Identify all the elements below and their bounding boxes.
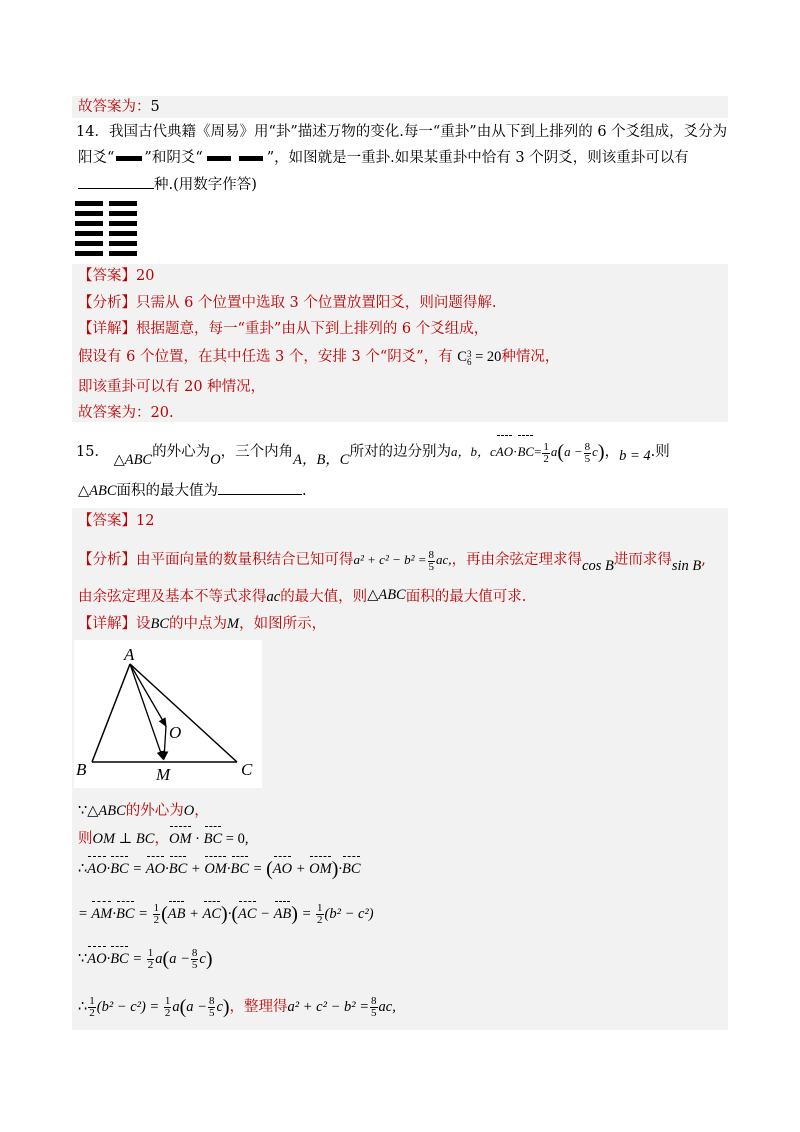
because: ∵ <box>78 950 88 967</box>
a14-combination <box>457 349 501 365</box>
q14-line1 <box>76 122 727 142</box>
var-c: c <box>592 444 598 459</box>
q14-text1: 我国古代典籍《周易》用“卦”描述万物的变化.每一“重卦”由从下到上排列的 6 个爻组成，爻分为 <box>108 124 728 140</box>
frac-num: 1 <box>153 902 160 914</box>
var-c: c <box>216 998 223 1015</box>
vec: AC <box>238 905 257 922</box>
a14-detail2b: 种情况， <box>501 349 560 365</box>
a15-detail-tag: 【详解】 <box>78 616 136 632</box>
a15-analysis6: 面积的最大值可求. <box>405 589 527 605</box>
yin-symbol-left <box>207 156 231 161</box>
var-a: a <box>155 950 163 967</box>
a15-detail1 <box>78 614 326 634</box>
a15-analysis-formula <box>353 548 452 573</box>
frac-85 <box>584 442 592 465</box>
frac-num: 8 <box>371 995 377 1007</box>
q15-end: . <box>302 483 307 499</box>
frac-half <box>316 903 324 926</box>
yin-symbol-right <box>239 156 263 161</box>
a15-detail1c: ，如图所示， <box>239 616 327 632</box>
frac-num: 8 <box>428 548 435 561</box>
frac-num: 8 <box>191 947 198 959</box>
vec: BC <box>110 861 129 877</box>
frac-num: 1 <box>543 440 549 453</box>
vec: AB <box>167 905 186 922</box>
a14-detail2 <box>78 347 559 367</box>
frac-num: 8 <box>584 440 591 453</box>
step1-because: ∵ <box>78 803 88 819</box>
step2-pre: 则 <box>78 831 93 847</box>
q14-line2 <box>78 148 689 168</box>
frac-half <box>164 996 172 1019</box>
var-a: a <box>172 998 180 1015</box>
dot: · <box>513 444 518 459</box>
side-AB <box>92 664 130 762</box>
a15-detail1a: 设 <box>136 616 151 632</box>
a14-analysis-tag: 【分析】 <box>78 295 136 311</box>
q15-text5: 面积的最大值为 <box>116 483 219 499</box>
a15-analysis2: ，再由余弦定理求得 <box>451 552 583 568</box>
frac-half <box>88 996 96 1019</box>
a15-analysis1-text: 由平面向量的数量积结合已知可得 <box>136 552 354 568</box>
dot: · <box>195 831 200 847</box>
frac-num: 1 <box>164 995 171 1007</box>
a15-answer-tag: 【答案】 <box>78 513 136 529</box>
vec: BC <box>230 861 250 877</box>
hexagram-line <box>109 251 137 256</box>
vec: AM <box>91 905 113 922</box>
intro-answer-line <box>78 97 160 117</box>
vec-BC: BC <box>517 438 534 466</box>
frac-half <box>153 903 161 926</box>
frac-den: 2 <box>89 1007 95 1019</box>
vec-OM: OM <box>168 831 192 847</box>
vec-AO: AO <box>496 438 513 466</box>
hexagram-line <box>75 211 103 216</box>
comb-C: C <box>457 349 467 365</box>
vec-BC: BC <box>203 831 223 847</box>
a14-detail-tag: 【详解】 <box>78 321 136 337</box>
step6-mid: ，整理得 <box>229 998 288 1015</box>
step6-tail: ac, <box>378 998 396 1015</box>
vec: BC <box>168 861 188 877</box>
a15-step6: ∴ $\frac{1}{2}$ (b² − c²) = $\frac{1}{2}$ a(a − $\frac{8}{5}$ c)，整理得a² + c² − b² = $\frac{8}{5}$ ac, <box>78 995 396 1019</box>
yang-symbol <box>116 156 142 161</box>
a15-answer <box>78 511 154 531</box>
q15-text3: 所对的边分别为 <box>349 444 451 460</box>
frac-half <box>147 948 155 971</box>
hexagram-line <box>75 241 103 246</box>
label-A: A <box>124 645 135 664</box>
therefore: ∴ <box>78 998 88 1015</box>
frac-num: 1 <box>89 995 95 1007</box>
formula-tail: ac, <box>436 552 452 567</box>
a14-answer-value: 20 <box>136 268 155 284</box>
q15-tri2: △ABC <box>78 483 117 499</box>
frac-den: 2 <box>317 914 323 926</box>
frac-85 <box>370 996 378 1019</box>
a14-detail3-text: 即该重卦可以有 20 种情况， <box>78 379 266 395</box>
answer14-shade <box>72 264 728 422</box>
triangle-figure <box>74 640 262 788</box>
hexagram-line <box>75 251 103 256</box>
vec: AO <box>87 950 107 967</box>
label-O: O <box>169 723 182 742</box>
hexagram-line <box>75 221 103 226</box>
a-minus: a − <box>186 998 207 1015</box>
a15-sinB: sin B <box>671 558 702 574</box>
step1-end: ， <box>194 803 209 819</box>
comb-sup: 3 <box>466 348 472 359</box>
frac-den: 5 <box>371 1007 377 1019</box>
paren-open: ( <box>557 441 565 463</box>
label-B: B <box>76 760 87 779</box>
var-c: c <box>199 950 206 967</box>
paren-close: ) <box>597 441 605 463</box>
step2-eq: = 0, <box>225 831 249 847</box>
step6-lhs: (b² − c²) = <box>96 998 160 1015</box>
hexagram-line <box>75 231 103 236</box>
hexagram-lines <box>75 201 137 256</box>
frac-num: 1 <box>317 902 323 914</box>
frac-den: 2 <box>153 914 160 926</box>
vec: AO <box>87 861 107 877</box>
a15-analysis5: 的最大值，则 <box>280 589 368 605</box>
step1-tri: △ABC <box>87 803 126 819</box>
q15-angles: A，B，C <box>293 452 350 468</box>
hexagram-line <box>109 201 137 206</box>
label-C: C <box>241 760 253 779</box>
frac-85 <box>191 948 199 971</box>
frac-half <box>542 442 550 465</box>
a15-cosB: cos B <box>582 558 614 574</box>
a15-analysis3: 进而求得 <box>613 552 672 568</box>
eq: = <box>534 444 542 459</box>
a15-step1 <box>78 801 209 821</box>
a14-detail4-text: 故答案为：20. <box>78 405 174 421</box>
vec: AB <box>273 905 292 922</box>
step2-formula <box>169 831 249 847</box>
a14-answer-tag: 【答案】 <box>78 268 136 284</box>
vec: OM <box>204 861 227 877</box>
vec: BC <box>342 861 361 877</box>
q15-text2: ，三个内角 <box>220 444 294 460</box>
a15-step5: ∵AO·BC = $\frac{1}{2}$ a(a − $\frac{8}{5}$ c) <box>78 947 213 971</box>
comb-eq: = 20 <box>475 349 502 365</box>
q15-line1: 15． △ABC的外心为O，三个内角A，B，C所对的边分别为a，b，cAO·BC= $\frac{1}{2}$ a(a − $\frac{8}{5}$ c)，b = 4.则 <box>76 438 670 474</box>
q15-line2 <box>78 481 307 501</box>
frac-den: 5 <box>208 1007 215 1019</box>
q15-b: b = 4 <box>619 448 651 464</box>
a15-step4: = AM·BC = $\frac{1}{2}$ (AB + AC)·(AC − AB) = $\frac{1}{2}$ (b² − c²) <box>78 902 374 926</box>
frac-num: 1 <box>147 947 154 959</box>
q14-blank <box>78 188 154 189</box>
q15-sides: a，b，c <box>450 444 496 459</box>
frac-num: 8 <box>208 995 215 1007</box>
frac-den: 5 <box>191 959 198 971</box>
intro-label: 故答案为： <box>78 99 151 115</box>
a14-analysis-text: 只需从 6 个位置中选取 3 个位置放置阳爻，则问题得解. <box>136 295 497 311</box>
q14-text2b: ”和阴爻“ <box>144 150 203 166</box>
a14-detail1 <box>78 319 488 339</box>
step2-perp: OM ⊥ BC <box>92 831 155 847</box>
a15-answer-value: 12 <box>136 513 155 529</box>
frac-den: 5 <box>428 560 435 573</box>
a15-BC: BC <box>150 616 170 632</box>
a15-step2 <box>78 829 248 849</box>
q14-number: 14． <box>76 124 109 140</box>
a14-detail2a: 假设有 6 个位置，在其中任选 3 个，安排 3 个“阴爻”，有 <box>78 349 453 365</box>
hexagram-line <box>109 241 137 246</box>
q15-O: O <box>210 452 221 468</box>
a15-analysis1: 【分析】由平面向量的数量积结合已知可得a² + c² − b² = $\frac{8}{5}$ ac,，再由余弦定理求得cos B进而求得sin B, <box>78 548 706 574</box>
q14-text3: 种.(用数字作答) <box>154 177 257 193</box>
a15-M: M <box>227 616 240 632</box>
vector-OM <box>164 726 166 759</box>
side-AC <box>130 664 237 762</box>
hexagram-line <box>75 201 103 206</box>
var-a: a <box>550 444 558 459</box>
frac-85 <box>208 996 216 1019</box>
a14-analysis <box>78 293 497 313</box>
a15-ac: ac <box>266 589 281 605</box>
a15-analysis4: 由余弦定理及基本不等式求得 <box>78 589 267 605</box>
step6-res: a² + c² − b² = <box>287 998 370 1015</box>
a14-detail1-text: 根据题意，每一“重卦”由从下到上排列的 6 个爻组成， <box>136 321 489 337</box>
formula-lhs: a² + c² − b² = <box>353 552 427 567</box>
a-minus: a − <box>169 950 190 967</box>
q15-text4: .则 <box>650 444 670 460</box>
hexagram-line <box>109 231 137 236</box>
a-minus: a − <box>564 444 583 459</box>
step2-sep: ， <box>154 831 169 847</box>
frac-den: 2 <box>543 452 549 465</box>
frac-den: 2 <box>147 959 154 971</box>
therefore: ∴ <box>78 861 88 877</box>
q15-tri: △ABC <box>113 452 153 468</box>
a15-analysis2-line <box>78 585 526 607</box>
q15-given <box>495 440 605 465</box>
step1-text: 的外心为 <box>125 803 184 819</box>
hexagram-line <box>109 221 137 226</box>
intro-shade <box>72 96 728 118</box>
q15-blank <box>218 494 302 495</box>
a15-tri: △ABC <box>367 587 406 603</box>
q15-number: 15． <box>76 444 109 460</box>
a15-detail1b: 的中点为 <box>169 616 228 632</box>
a14-detail3 <box>78 377 265 397</box>
frac-den: 5 <box>584 452 591 465</box>
a14-detail4 <box>78 403 174 423</box>
a15-step3: ∴AO·BC = AO·BC + OM·BC = (AO + OM)·BC <box>78 858 361 880</box>
q15-text1: 的外心为 <box>152 444 211 460</box>
vec: BC <box>115 905 135 922</box>
q14-text2a: 阳爻“ <box>78 150 115 166</box>
hexagram-line <box>109 211 137 216</box>
vec: BC <box>110 950 129 967</box>
label-M: M <box>156 765 171 784</box>
a15-analysis-tag: 【分析】 <box>78 552 136 568</box>
frac-85 <box>428 550 436 573</box>
vec: OM <box>309 861 332 877</box>
comb-sub: 6 <box>466 356 472 367</box>
vec: AO <box>272 861 293 877</box>
vec: AO <box>145 861 166 877</box>
q14-line3 <box>78 175 257 195</box>
a14-answer <box>78 266 154 286</box>
q14-text2c: ”，如图就是一重卦.如果某重卦中恰有 3 个阴爻，则该重卦可以有 <box>266 150 689 166</box>
step4-tail: (b² − c²) <box>324 905 374 922</box>
frac-den: 2 <box>164 1007 171 1019</box>
vec: AC <box>202 905 222 922</box>
hexagram-figure <box>75 200 137 260</box>
intro-value: 5 <box>150 99 160 115</box>
step1-O: O <box>183 803 195 819</box>
